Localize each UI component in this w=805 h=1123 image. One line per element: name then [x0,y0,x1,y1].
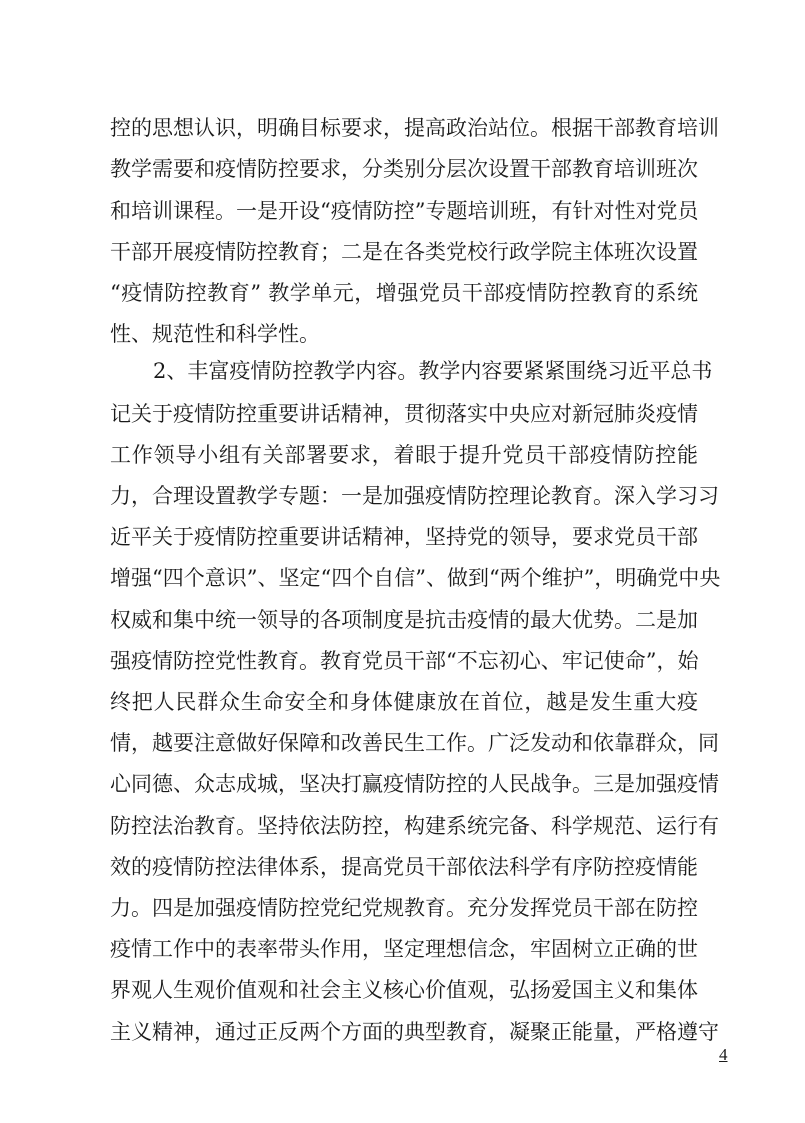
text-line: 工作领导小组有关部署要求，着眼于提升党员干部疫情防控能 [110,443,698,467]
text-line: 近平关于疫情防控重要讲话精神，坚持党的领导，要求党员干部 [110,525,698,549]
text-line: 控的思想认识，明确目标要求，提高政治站位。根据干部教育培训 [110,116,719,140]
text-line: 强疫情防控党性教育。教育党员干部“不忘初心、牢记使命”，始 [110,649,699,673]
text-line: 增强“四个意识”、坚定“四个自信”、做到“两个维护”，明确党中央 [110,566,721,590]
text-line: 力。四是加强疫情防控党纪党规教育。充分发挥党员干部在防控 [110,896,698,920]
text-line: 界观人生观价值观和社会主义核心价值观，弘扬爱国主义和集体 [110,978,698,1002]
text-line: 情，越要注意做好保障和改善民生工作。广泛发动和依靠群众，同 [110,731,719,755]
text-line: 性、规范性和科学性。 [110,322,320,346]
paragraph-start-line: 2、丰富疫情防控教学内容。教学内容要紧紧围绕习近平总书 [153,359,713,383]
text-line: 主义精神，通过正反两个方面的典型教育，凝聚正能量，严格遵守 [110,1020,719,1044]
text-line: 终把人民群众生命安全和身体健康放在首位，越是发生重大疫 [110,690,698,714]
text-line: 和培训课程。一是开设“疫情防控”专题培训班，有针对性对党员 [110,199,699,223]
text-line: 教学需要和疫情防控要求，分类别分层次设置干部教育培训班次 [110,157,698,181]
page-number: 4 [719,1045,728,1064]
text-line: 心同德、众志成城，坚决打赢疫情防控的人民战争。三是加强疫情 [110,772,719,796]
text-line: 权威和集中统一领导的各项制度是抗击疫情的最大优势。二是加 [110,608,698,632]
text-line: 力，合理设置教学专题：一是加强疫情防控理论教育。深入学习习 [110,484,719,508]
text-line: 记关于疫情防控重要讲话精神，贯彻落实中央应对新冠肺炎疫情 [110,402,698,426]
text-line: 效的疫情防控法律体系，提高党员干部依法科学有序防控疫情能 [110,855,698,879]
text-line: 疫情工作中的表率带头作用，坚定理想信念，牢固树立正确的世 [110,937,698,961]
text-line: 干部开展疫情防控教育；二是在各类党校行政学院主体班次设置 [110,240,698,264]
text-line: “疫情防控教育” 教学单元，增强党员干部疫情防控教育的系统 [110,281,698,305]
text-line: 防控法治教育。坚持依法防控，构建系统完备、科学规范、运行有 [110,814,719,838]
